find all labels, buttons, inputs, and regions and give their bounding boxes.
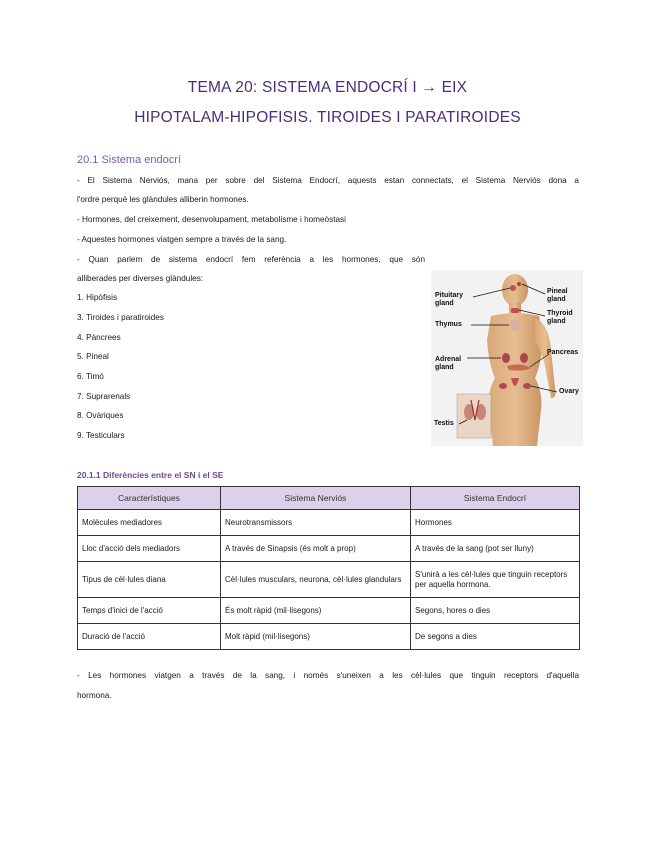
table-cell: A través de la sang (pot ser lluny) <box>411 536 580 562</box>
table-row <box>78 536 580 562</box>
table-cell: De segons a dies <box>411 624 580 650</box>
paragraph-1-line-2: l'ordre perquè les glàndules alliberin hormones. <box>77 195 249 204</box>
pineal-gland-label: Pineal gland <box>547 288 568 303</box>
table-cell: S'unirà a les cèl·lules que tinguin receptors per aquella hormona. <box>411 562 580 598</box>
table-cell: Neurotransmissors <box>221 510 411 536</box>
gland-list-item: 1. Hipòfisis <box>77 293 118 302</box>
gland-list-item: 7. Suprarenals <box>77 392 131 401</box>
table-cell: Molt ràpid (mil·lisegons) <box>221 624 411 650</box>
table-row <box>78 624 580 650</box>
table-cell: Lloc d'acció dels mediadors <box>78 536 221 562</box>
table-cell: A través de Sinapsis (és molt a prop) <box>221 536 411 562</box>
table-row <box>78 562 580 598</box>
testis-label: Testis <box>434 420 454 427</box>
gland-list-item: 6. Timó <box>77 372 104 381</box>
pituitary-gland-label: Pituitary gland <box>435 292 464 307</box>
table-header-cell: Sistema Nerviós <box>221 487 411 510</box>
paragraph-1-line-1: - El Sistema Nerviós, mana per sobre del Sistema Endocrí, aquests estan connectats, el Sistema Nerviós dona a <box>77 176 579 185</box>
gland-list-item: 5. Pineal <box>77 352 109 361</box>
gland-list-item: 8. Ovàriques <box>77 411 124 420</box>
subsection-heading: 20.1.1 Diferències entre el SN i el SE <box>77 470 224 480</box>
table-cell: Hormones <box>411 510 580 536</box>
table-cell: Cèl·lules musculars, neurona, cèl·lules glandulars <box>221 562 411 598</box>
endocrine-system-figure <box>431 270 583 446</box>
pituitary-gland-marker <box>510 285 516 291</box>
table-cell: Molècules mediadores <box>78 510 221 536</box>
table-cell: Duració de l'acció <box>78 624 221 650</box>
pancreas-label: Pancreas <box>547 349 579 356</box>
table-cell: Tipus de cèl·lules diana <box>78 562 221 598</box>
paragraph-2: - Hormones, del creixement, desenvolupament, metabolisme i homeòstasi <box>77 215 346 224</box>
table-row <box>78 510 580 536</box>
adrenal-gland-marker <box>502 353 510 363</box>
table-header-row <box>78 487 580 510</box>
adrenal-gland-label: Adrenal gland <box>435 356 462 371</box>
section-heading: 20.1 Sistema endocrí <box>77 154 181 166</box>
table-header-cell: Característiques <box>78 487 221 510</box>
closing-paragraph-line-1: - Les hormones viatgen a través de la sang, i només s'uneixen a les cèl·lules que tinguin receptors d'aquella <box>77 671 579 680</box>
paragraph-4-line-1: - Quan parlem de sistema endocrí fem referència a les hormones, que són <box>77 255 425 264</box>
paragraph-3: - Aquestes hormones viatgen sempre a través de la sang. <box>77 235 287 244</box>
comparison-table <box>77 486 580 650</box>
gland-list-item: 3. Tiroides i paratiroides <box>77 313 164 322</box>
ovary-label: Ovary <box>559 388 579 395</box>
title-line-1: TEMA 20: SISTEMA ENDOCRÍ I → EIX <box>187 79 468 96</box>
thymus-label: Thymus <box>435 321 462 328</box>
thyroid-gland-label: Thyroid gland <box>547 310 573 325</box>
table-header-cell: Sistema Endocrí <box>411 487 580 510</box>
title-line-2: HIPOTALAM-HIPOFISIS. TIROIDES I PARATIROIDES <box>134 109 521 126</box>
table-row <box>78 598 580 624</box>
table-cell: Temps d'inici de l'acció <box>78 598 221 624</box>
pineal-gland-marker <box>517 282 521 286</box>
gland-list-item: 9. Testiculars <box>77 431 125 440</box>
paragraph-4-line-2: alliberades per diverses glàndules: <box>77 274 204 283</box>
thyroid-gland-marker <box>511 308 519 313</box>
thymus-marker <box>510 319 520 331</box>
ovary-marker <box>499 383 507 389</box>
closing-paragraph-line-2: hormona. <box>77 691 112 700</box>
table-cell: És molt ràpid (mil·lisegons) <box>221 598 411 624</box>
table-cell: Segons, hores o dies <box>411 598 580 624</box>
gland-list-item: 4. Pàncrees <box>77 333 121 342</box>
